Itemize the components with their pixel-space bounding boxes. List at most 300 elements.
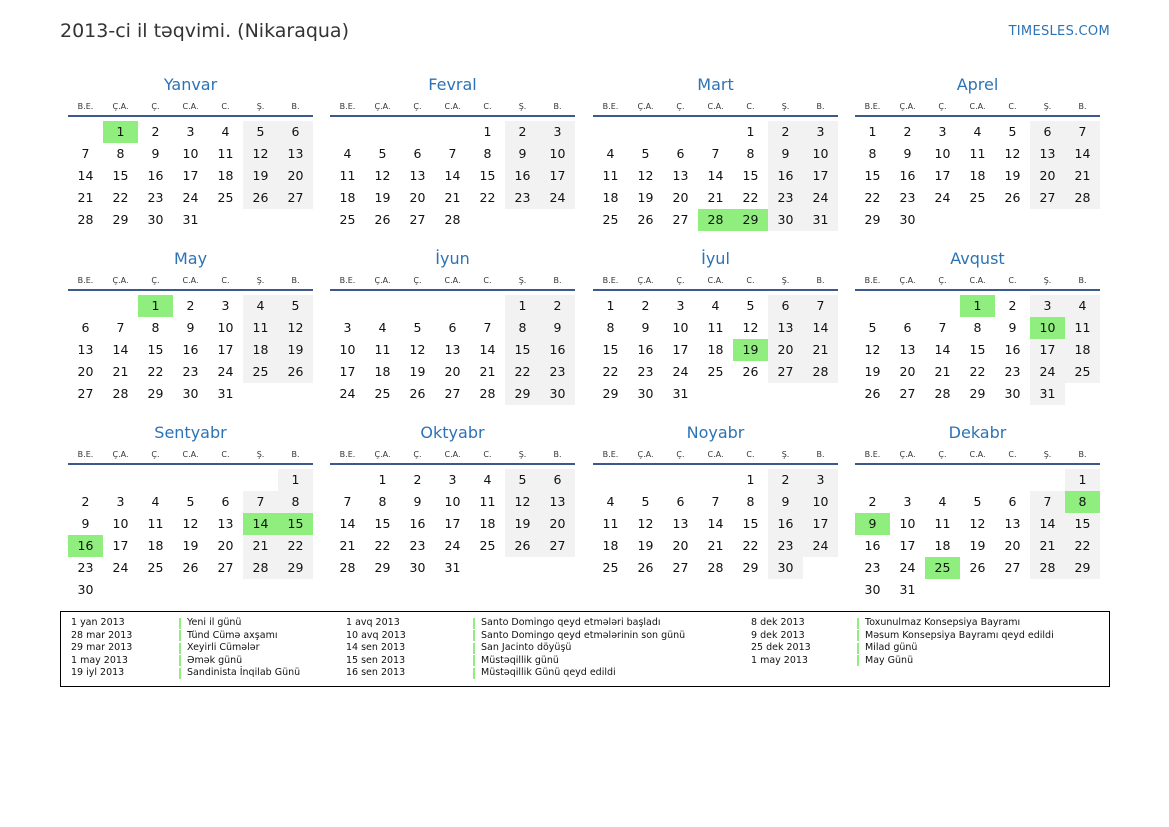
holiday-day-cell: 19 bbox=[733, 339, 768, 361]
weekday-label: Ç. bbox=[938, 102, 947, 111]
holiday-day-cell: 1 bbox=[138, 295, 173, 317]
day-cell: 30 bbox=[77, 582, 94, 597]
day-cell: 1 bbox=[1065, 469, 1100, 491]
day-cell: 14 bbox=[444, 168, 461, 183]
day-cell: 5 bbox=[973, 494, 982, 509]
day-cell: 17 bbox=[540, 165, 575, 187]
day-cell: 2 bbox=[641, 298, 650, 313]
day-cell: 22 bbox=[374, 538, 391, 553]
holiday-marker bbox=[857, 655, 859, 666]
weekday-label: B.E. bbox=[864, 102, 881, 111]
day-cell: 29 bbox=[969, 386, 986, 401]
day-cell: 27 bbox=[540, 535, 575, 557]
day-cell: 19 bbox=[243, 165, 278, 187]
weekday-divider bbox=[855, 463, 1100, 465]
day-cell: 22 bbox=[1065, 535, 1100, 557]
weekday-label: Ç.A. bbox=[112, 276, 129, 285]
day-cell: 4 bbox=[1065, 295, 1100, 317]
day-cell: 26 bbox=[505, 535, 540, 557]
day-cell: 21 bbox=[339, 538, 356, 553]
day-cell: 24 bbox=[182, 190, 199, 205]
day-cell: 7 bbox=[448, 146, 457, 161]
day-cell: 20 bbox=[409, 190, 426, 205]
day-cell: 16 bbox=[768, 165, 803, 187]
weekday-divider bbox=[68, 463, 313, 465]
day-cell: 31 bbox=[672, 386, 689, 401]
holiday-name: Xeyirli Cümələr bbox=[187, 642, 260, 653]
day-cell: 28 bbox=[444, 212, 461, 227]
day-cell: 5 bbox=[278, 295, 313, 317]
day-cell: 8 bbox=[278, 491, 313, 513]
month-name: İyun bbox=[435, 249, 470, 268]
day-cell: 3 bbox=[186, 124, 195, 139]
day-cell: 18 bbox=[243, 339, 278, 361]
month-name: Sentyabr bbox=[154, 423, 227, 442]
day-cell: 14 bbox=[112, 342, 129, 357]
weekday-label: C.A. bbox=[444, 276, 461, 285]
day-cell: 9 bbox=[768, 491, 803, 513]
weekday-label: C. bbox=[221, 102, 230, 111]
day-cell: 27 bbox=[1030, 187, 1065, 209]
day-cell: 28 bbox=[479, 386, 496, 401]
day-cell: 14 bbox=[1065, 143, 1100, 165]
day-cell: 22 bbox=[969, 364, 986, 379]
day-cell: 24 bbox=[803, 535, 838, 557]
holiday-name: Santo Domingo qeyd etmələri başladı bbox=[481, 617, 661, 628]
day-cell: 9 bbox=[641, 320, 650, 335]
day-cell: 24 bbox=[444, 538, 461, 553]
day-cell: 18 bbox=[707, 342, 724, 357]
day-cell: 17 bbox=[899, 538, 916, 553]
day-cell: 18 bbox=[217, 168, 234, 183]
weekday-label: B.E. bbox=[339, 450, 356, 459]
day-cell: 3 bbox=[903, 494, 912, 509]
holiday-day-cell: 8 bbox=[1065, 491, 1100, 513]
day-cell: 4 bbox=[938, 494, 947, 509]
day-cell: 6 bbox=[278, 121, 313, 143]
weekday-header bbox=[855, 102, 1100, 114]
day-cell: 7 bbox=[1030, 491, 1065, 513]
weekday-divider bbox=[330, 463, 575, 465]
holiday-name: Müstəqillik günü bbox=[481, 654, 559, 666]
day-cell: 18 bbox=[147, 538, 164, 553]
day-cell: 16 bbox=[540, 339, 575, 361]
day-cell: 3 bbox=[676, 298, 685, 313]
day-cell: 30 bbox=[182, 386, 199, 401]
day-cell: 26 bbox=[409, 386, 426, 401]
day-cell: 7 bbox=[116, 320, 125, 335]
day-cell: 5 bbox=[413, 320, 422, 335]
weekday-header bbox=[68, 102, 313, 114]
day-cell: 8 bbox=[378, 494, 387, 509]
day-cell: 26 bbox=[243, 187, 278, 209]
day-cell: 22 bbox=[147, 364, 164, 379]
day-cell: 19 bbox=[864, 364, 881, 379]
day-cell: 7 bbox=[1065, 121, 1100, 143]
day-cell: 6 bbox=[221, 494, 230, 509]
month-calendar bbox=[855, 75, 1100, 245]
weekday-label: B.E. bbox=[77, 276, 94, 285]
day-cell: 22 bbox=[742, 190, 759, 205]
day-cell: 29 bbox=[864, 212, 881, 227]
day-cell: 15 bbox=[742, 168, 759, 183]
day-cell: 11 bbox=[1065, 317, 1100, 339]
day-cell: 29 bbox=[147, 386, 164, 401]
day-cell: 30 bbox=[899, 212, 916, 227]
weekday-label: Ç.A. bbox=[637, 276, 654, 285]
weekday-divider bbox=[593, 289, 838, 291]
day-cell: 17 bbox=[803, 165, 838, 187]
day-cell: 17 bbox=[217, 342, 234, 357]
holiday-date: 9 dek 2013 bbox=[751, 629, 805, 641]
weekday-label: Ç.A. bbox=[637, 450, 654, 459]
day-cell: 31 bbox=[444, 560, 461, 575]
holiday-marker bbox=[473, 655, 475, 666]
day-cell: 9 bbox=[81, 516, 90, 531]
day-cell: 8 bbox=[116, 146, 125, 161]
day-cell: 20 bbox=[540, 513, 575, 535]
day-cell: 30 bbox=[768, 209, 803, 231]
day-cell: 20 bbox=[672, 190, 689, 205]
month-calendar bbox=[593, 75, 838, 245]
day-cell: 18 bbox=[479, 516, 496, 531]
weekday-header bbox=[855, 450, 1100, 462]
day-cell: 22 bbox=[505, 361, 540, 383]
weekday-label: C.A. bbox=[707, 450, 724, 459]
day-cell: 7 bbox=[803, 295, 838, 317]
day-cell: 9 bbox=[413, 494, 422, 509]
day-cell: 30 bbox=[540, 383, 575, 405]
day-cell: 21 bbox=[1030, 535, 1065, 557]
day-cell: 1 bbox=[606, 298, 615, 313]
holiday-marker bbox=[179, 655, 181, 666]
day-cell: 10 bbox=[444, 494, 461, 509]
weekday-label: C. bbox=[483, 102, 492, 111]
day-cell: 31 bbox=[182, 212, 199, 227]
day-cell: 11 bbox=[339, 168, 356, 183]
weekday-divider bbox=[330, 115, 575, 117]
weekday-header bbox=[593, 450, 838, 462]
holiday-name: Sandinista İnqilab Günü bbox=[187, 667, 301, 678]
day-cell: 14 bbox=[339, 516, 356, 531]
month-name: Avqust bbox=[950, 249, 1005, 268]
day-cell: 1 bbox=[378, 472, 387, 487]
day-cell: 25 bbox=[1065, 361, 1100, 383]
day-cell: 19 bbox=[505, 513, 540, 535]
weekday-label: C. bbox=[746, 276, 755, 285]
day-cell: 8 bbox=[746, 494, 755, 509]
day-cell: 24 bbox=[1030, 361, 1065, 383]
day-cell: 27 bbox=[768, 361, 803, 383]
weekday-label: B.E. bbox=[339, 276, 356, 285]
day-cell: 12 bbox=[864, 342, 881, 357]
day-cell: 27 bbox=[672, 212, 689, 227]
day-cell: 4 bbox=[243, 295, 278, 317]
holiday-date: 25 dek 2013 bbox=[751, 642, 811, 653]
day-cell: 9 bbox=[505, 143, 540, 165]
day-cell: 3 bbox=[938, 124, 947, 139]
day-cell: 5 bbox=[868, 320, 877, 335]
holiday-marker bbox=[473, 618, 475, 629]
weekday-label: Ç. bbox=[151, 276, 160, 285]
month-name: Mart bbox=[697, 75, 734, 94]
month-calendar bbox=[855, 423, 1100, 597]
weekday-label: B.E. bbox=[77, 102, 94, 111]
weekday-label: C. bbox=[746, 102, 755, 111]
day-cell: 8 bbox=[868, 146, 877, 161]
day-cell: 4 bbox=[711, 298, 720, 313]
day-cell: 22 bbox=[602, 364, 619, 379]
day-cell: 2 bbox=[186, 298, 195, 313]
day-cell: 12 bbox=[243, 143, 278, 165]
weekday-label: Ç. bbox=[413, 450, 422, 459]
weekday-label: C.A. bbox=[969, 102, 986, 111]
weekday-label: Ç.A. bbox=[374, 450, 391, 459]
day-cell: 15 bbox=[479, 168, 496, 183]
month-calendar bbox=[68, 75, 313, 245]
holiday-date: 14 sen 2013 bbox=[346, 642, 406, 653]
day-cell: 5 bbox=[186, 494, 195, 509]
day-cell: 18 bbox=[602, 190, 619, 205]
day-cell: 16 bbox=[409, 516, 426, 531]
weekday-divider bbox=[68, 115, 313, 117]
day-cell: 27 bbox=[217, 560, 234, 575]
day-cell: 27 bbox=[278, 187, 313, 209]
day-cell: 3 bbox=[540, 121, 575, 143]
holiday-day-cell: 28 bbox=[698, 209, 733, 231]
weekday-label: Ş. bbox=[1043, 276, 1052, 285]
weekday-label: Ç. bbox=[676, 276, 685, 285]
day-cell: 23 bbox=[864, 560, 881, 575]
day-cell: 26 bbox=[637, 212, 654, 227]
day-cell: 25 bbox=[707, 364, 724, 379]
weekday-label: Ç. bbox=[413, 102, 422, 111]
day-cell: 5 bbox=[505, 469, 540, 491]
day-cell: 24 bbox=[803, 187, 838, 209]
day-cell: 20 bbox=[77, 364, 94, 379]
weekday-label: C.A. bbox=[707, 276, 724, 285]
day-cell: 6 bbox=[448, 320, 457, 335]
day-cell: 24 bbox=[540, 187, 575, 209]
weekday-label: B.E. bbox=[602, 102, 619, 111]
day-cell: 23 bbox=[768, 187, 803, 209]
day-cell: 2 bbox=[151, 124, 160, 139]
day-cell: 20 bbox=[444, 364, 461, 379]
month-calendar bbox=[68, 249, 313, 419]
day-cell: 22 bbox=[278, 535, 313, 557]
month-calendar bbox=[330, 75, 575, 245]
weekday-divider bbox=[593, 463, 838, 465]
weekday-label: Ç.A. bbox=[374, 102, 391, 111]
holiday-name: Yeni il günü bbox=[187, 617, 242, 628]
weekday-label: Ç.A. bbox=[899, 276, 916, 285]
day-cell: 24 bbox=[112, 560, 129, 575]
day-cell: 30 bbox=[409, 560, 426, 575]
day-cell: 19 bbox=[969, 538, 986, 553]
day-cell: 23 bbox=[505, 187, 540, 209]
day-cell: 6 bbox=[1030, 121, 1065, 143]
day-cell: 5 bbox=[641, 494, 650, 509]
weekday-header bbox=[68, 450, 313, 462]
day-cell: 7 bbox=[243, 491, 278, 513]
month-name: Dekabr bbox=[948, 423, 1007, 442]
day-cell: 23 bbox=[637, 364, 654, 379]
day-cell: 22 bbox=[864, 190, 881, 205]
day-cell: 23 bbox=[540, 361, 575, 383]
day-cell: 15 bbox=[864, 168, 881, 183]
day-cell: 4 bbox=[378, 320, 387, 335]
weekday-label: B. bbox=[1078, 102, 1087, 111]
weekday-header bbox=[330, 450, 575, 462]
month-calendar bbox=[330, 249, 575, 419]
day-cell: 19 bbox=[374, 190, 391, 205]
day-cell: 2 bbox=[81, 494, 90, 509]
day-cell: 16 bbox=[505, 165, 540, 187]
day-cell: 18 bbox=[602, 538, 619, 553]
day-cell: 13 bbox=[540, 491, 575, 513]
weekday-label: B. bbox=[1078, 276, 1087, 285]
day-cell: 24 bbox=[899, 560, 916, 575]
weekday-label: B.E. bbox=[864, 450, 881, 459]
day-cell: 7 bbox=[711, 146, 720, 161]
day-cell: 25 bbox=[969, 190, 986, 205]
day-cell: 19 bbox=[637, 190, 654, 205]
weekday-label: Ç.A. bbox=[899, 450, 916, 459]
day-cell: 30 bbox=[147, 212, 164, 227]
weekday-label: C.A. bbox=[182, 276, 199, 285]
day-cell: 6 bbox=[1008, 494, 1017, 509]
day-cell: 2 bbox=[1008, 298, 1017, 313]
day-cell: 12 bbox=[182, 516, 199, 531]
day-cell: 20 bbox=[899, 364, 916, 379]
day-cell: 10 bbox=[934, 146, 951, 161]
day-cell: 26 bbox=[864, 386, 881, 401]
day-cell: 12 bbox=[374, 168, 391, 183]
day-cell: 28 bbox=[1065, 187, 1100, 209]
holiday-name: Müstəqillik Günü qeyd edildi bbox=[481, 667, 616, 678]
day-cell: 21 bbox=[803, 339, 838, 361]
day-cell: 17 bbox=[444, 516, 461, 531]
holiday-name: Toxunulmaz Konsepsiya Bayramı bbox=[865, 617, 1021, 628]
day-cell: 25 bbox=[602, 212, 619, 227]
day-cell: 2 bbox=[505, 121, 540, 143]
weekday-divider bbox=[855, 289, 1100, 291]
day-cell: 12 bbox=[505, 491, 540, 513]
day-cell: 10 bbox=[217, 320, 234, 335]
day-cell: 29 bbox=[742, 560, 759, 575]
day-cell: 8 bbox=[505, 317, 540, 339]
day-cell: 20 bbox=[672, 538, 689, 553]
day-cell: 7 bbox=[711, 494, 720, 509]
month-calendar bbox=[68, 423, 313, 597]
day-cell: 18 bbox=[969, 168, 986, 183]
day-cell: 17 bbox=[182, 168, 199, 183]
day-cell: 30 bbox=[1004, 386, 1021, 401]
holiday-name: Məsum Konsepsiya Bayramı qeyd edildi bbox=[865, 629, 1054, 641]
day-cell: 16 bbox=[899, 168, 916, 183]
day-cell: 25 bbox=[339, 212, 356, 227]
holiday-name: Tünd Cümə axşamı bbox=[187, 629, 278, 641]
day-cell: 25 bbox=[374, 386, 391, 401]
day-cell: 20 bbox=[1030, 165, 1065, 187]
page-title: 2013-ci il təqvimi. (Nikaraqua) bbox=[60, 20, 349, 42]
holiday-date: 10 avq 2013 bbox=[346, 629, 406, 641]
day-cell: 24 bbox=[217, 364, 234, 379]
day-cell: 24 bbox=[672, 364, 689, 379]
holiday-marker bbox=[179, 668, 181, 679]
day-cell: 29 bbox=[374, 560, 391, 575]
day-cell: 26 bbox=[969, 560, 986, 575]
month-name: May bbox=[173, 249, 208, 268]
day-cell: 31 bbox=[899, 582, 916, 597]
month-name: Yanvar bbox=[163, 75, 218, 94]
holiday-name: San Jacinto döyüşü bbox=[481, 642, 572, 653]
weekday-label: C. bbox=[221, 276, 230, 285]
day-cell: 27 bbox=[899, 386, 916, 401]
day-cell: 30 bbox=[637, 386, 654, 401]
holiday-day-cell: 25 bbox=[925, 557, 960, 579]
day-cell: 4 bbox=[221, 124, 230, 139]
day-cell: 4 bbox=[606, 146, 615, 161]
day-cell: 21 bbox=[934, 364, 951, 379]
day-cell: 28 bbox=[243, 557, 278, 579]
day-cell: 16 bbox=[637, 342, 654, 357]
day-cell: 12 bbox=[742, 320, 759, 335]
day-cell: 26 bbox=[374, 212, 391, 227]
day-cell: 29 bbox=[278, 557, 313, 579]
weekday-label: B. bbox=[816, 102, 825, 111]
day-cell: 10 bbox=[112, 516, 129, 531]
holiday-marker bbox=[179, 618, 181, 629]
day-cell: 30 bbox=[768, 557, 803, 579]
month-calendar bbox=[855, 249, 1100, 419]
weekday-label: B. bbox=[291, 450, 300, 459]
day-cell: 17 bbox=[672, 342, 689, 357]
day-cell: 21 bbox=[479, 364, 496, 379]
weekday-divider bbox=[593, 115, 838, 117]
weekday-label: Ç.A. bbox=[112, 450, 129, 459]
holiday-date: 19 iyl 2013 bbox=[71, 667, 125, 678]
day-cell: 22 bbox=[479, 190, 496, 205]
day-cell: 13 bbox=[899, 342, 916, 357]
day-cell: 23 bbox=[409, 538, 426, 553]
day-cell: 23 bbox=[77, 560, 94, 575]
weekday-label: B.E. bbox=[864, 276, 881, 285]
day-cell: 17 bbox=[803, 513, 838, 535]
day-cell: 5 bbox=[243, 121, 278, 143]
site-link[interactable]: TIMESLES.COM bbox=[1008, 24, 1110, 39]
holiday-date: 1 avq 2013 bbox=[346, 617, 400, 628]
day-cell: 3 bbox=[803, 469, 838, 491]
weekday-label: Ç. bbox=[151, 102, 160, 111]
weekday-label: B. bbox=[553, 276, 562, 285]
day-cell: 4 bbox=[973, 124, 982, 139]
holiday-date: 29 mar 2013 bbox=[71, 642, 133, 653]
day-cell: 13 bbox=[77, 342, 94, 357]
day-cell: 8 bbox=[483, 146, 492, 161]
holiday-day-cell: 16 bbox=[68, 535, 103, 557]
day-cell: 16 bbox=[864, 538, 881, 553]
day-cell: 2 bbox=[768, 121, 803, 143]
holiday-date: 15 sen 2013 bbox=[346, 654, 406, 666]
day-cell: 25 bbox=[602, 560, 619, 575]
weekday-label: B. bbox=[291, 276, 300, 285]
day-cell: 28 bbox=[112, 386, 129, 401]
day-cell: 13 bbox=[409, 168, 426, 183]
day-cell: 1 bbox=[746, 124, 755, 139]
day-cell: 12 bbox=[409, 342, 426, 357]
weekday-label: C.A. bbox=[969, 276, 986, 285]
